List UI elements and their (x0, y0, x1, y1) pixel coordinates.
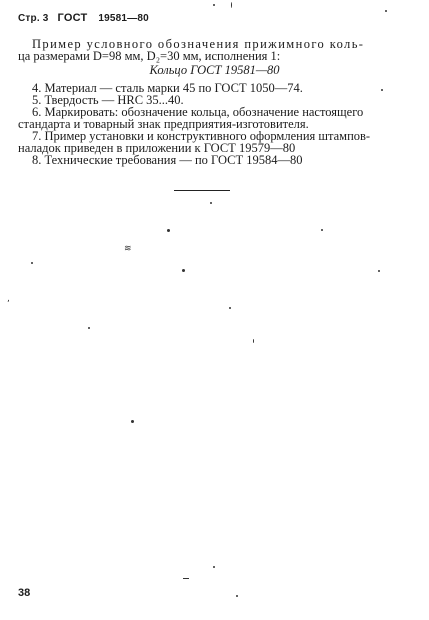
item-4-material: 4. Материал — сталь марки 45 по ГОСТ 1050—74. (32, 81, 303, 95)
scan-speck (210, 202, 212, 204)
scan-speck (31, 262, 33, 264)
scan-speck (182, 269, 185, 272)
scan-speck (381, 89, 383, 91)
item-6-marking-line-2: стандарта и товарный знак предприятия-изготовителя. (18, 117, 309, 131)
scan-speck (213, 4, 215, 6)
scan-mark: ≋ (124, 244, 132, 254)
scan-speck (253, 339, 254, 343)
page-label: Стр. 3 (18, 13, 49, 24)
page-number: 38 (18, 587, 31, 599)
scan-speck (236, 595, 238, 597)
standard-label: ГОСТ (57, 12, 88, 24)
scan-speck (213, 566, 215, 568)
scan-speck (88, 327, 90, 329)
item-5-hardness: 5. Твердость — HRC 35...40. (32, 93, 184, 107)
scan-speck (183, 578, 189, 579)
scan-mark: , (7, 294, 10, 304)
scan-speck (131, 420, 134, 423)
item-8-requirements: 8. Технические требования — по ГОСТ 19584—80 (32, 153, 303, 167)
example-line-1: Пример условного обозначения прижимного коль- (32, 37, 365, 51)
designation-example: Кольцо ГОСТ 19581—80 (149, 63, 280, 77)
scan-speck (321, 229, 323, 231)
example-line-2: ца размерами D=98 мм, D₂=30 мм, исполнения 1: (18, 49, 281, 63)
scan-speck (378, 270, 380, 272)
item-6-marking-line-1: 6. Маркировать: обозначение кольца, обозначение настоящего (32, 105, 364, 119)
scan-speck (167, 229, 170, 232)
item-7-installation-line-2: наладок приведен в приложении к ГОСТ 19579—80 (18, 141, 296, 155)
scan-speck (385, 10, 387, 12)
scan-speck (231, 2, 232, 8)
item-7-installation-line-1: 7. Пример установки и конструктивного оформления штампов- (32, 129, 371, 143)
scan-speck (229, 307, 231, 309)
page-header (18, 12, 155, 24)
end-rule (174, 190, 230, 191)
standard-number: 19581—80 (98, 13, 149, 24)
